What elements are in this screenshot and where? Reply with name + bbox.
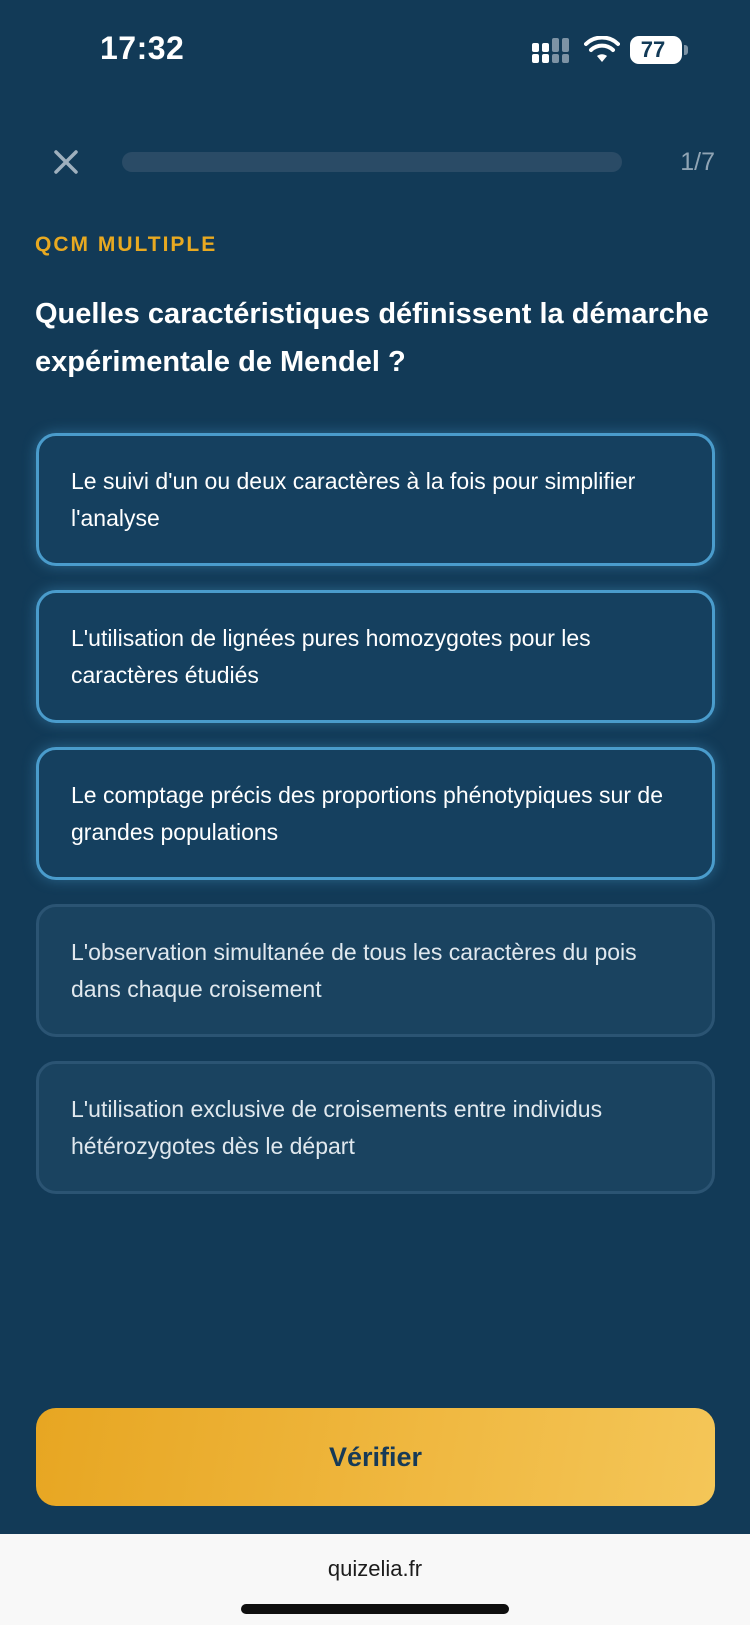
verify-button[interactable]: [36, 1408, 715, 1506]
answer-option[interactable]: [36, 433, 715, 566]
battery-icon: [630, 36, 682, 64]
answer-option[interactable]: [36, 904, 715, 1037]
answer-option[interactable]: [36, 590, 715, 723]
question-type-label: QCM MULTIPLE: [35, 233, 218, 256]
question-text: Quelles caractéristiques définissent la démarche expérimentale de Mendel ?: [35, 298, 709, 378]
answer-option-label: Le suivi d'un ou deux caractères à la fois pour simplifier l'analyse: [71, 467, 636, 531]
close-button[interactable]: [48, 144, 84, 180]
battery-level: 77: [640, 37, 666, 62]
answer-option-label: Le comptage précis des proportions phénotypiques sur de grandes populations: [71, 781, 663, 845]
answer-option[interactable]: [36, 747, 715, 880]
battery-cap: [684, 45, 688, 55]
answer-option-label: L'observation simultanée de tous les caractères du pois dans chaque croisement: [71, 938, 637, 1002]
cellular-signal-icon: [532, 38, 572, 64]
progress-count: 1/7: [680, 148, 715, 176]
browser-address-bar[interactable]: [0, 1534, 750, 1625]
answer-option[interactable]: [36, 1061, 715, 1194]
answer-option-label: L'utilisation de lignées pures homozygotes pour les caractères étudiés: [71, 624, 591, 688]
home-indicator[interactable]: [241, 1604, 509, 1614]
status-bar: [0, 0, 750, 100]
status-time: 17:32: [100, 30, 185, 66]
progress-bar: [122, 152, 622, 172]
close-icon: [54, 150, 78, 174]
wifi-icon: [584, 36, 620, 64]
verify-button-label: Vérifier: [328, 1441, 423, 1472]
url-text: quizelia.fr: [327, 1556, 423, 1581]
answer-option-label: L'utilisation exclusive de croisements entre individus hétérozygotes dès le départ: [71, 1095, 603, 1159]
